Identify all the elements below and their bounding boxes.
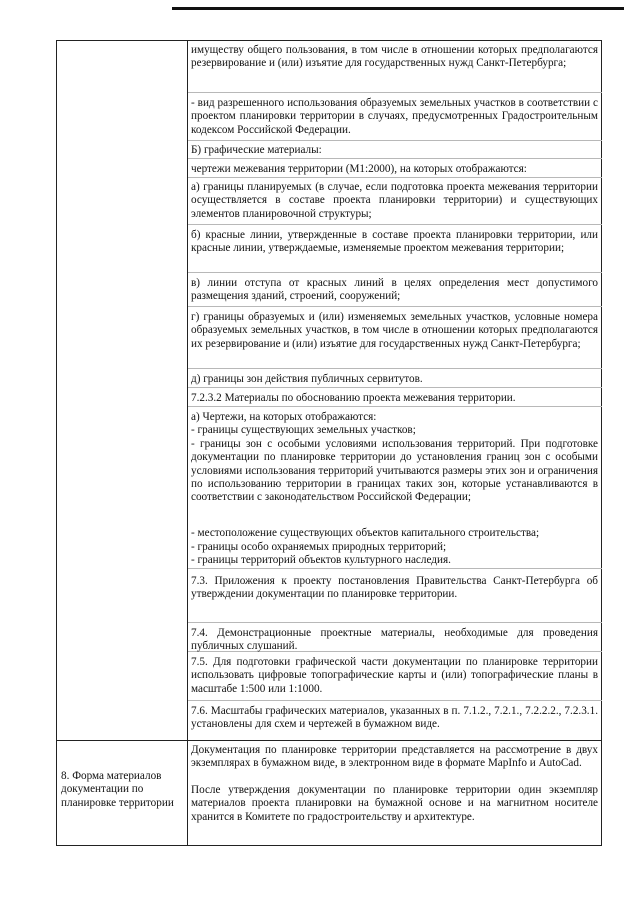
paragraph-submission: Документация по планировке территории представляется на рассмотрение в двух экземплярах в бумажном виде, в электронном виде в формате MapInfo и AutoCad. — [191, 744, 598, 770]
paragraph-graphic-materials-heading: Б) графические материалы: — [191, 144, 322, 156]
paragraph-separator — [188, 406, 602, 407]
paragraph-separator — [188, 272, 602, 273]
paragraph-separator — [188, 158, 602, 159]
paragraph-separator — [188, 387, 602, 388]
paragraph-7-5: 7.5. Для подготовки графической части документации по планировке территории использовать цифровые топографические карты и (или) топографические планы в масштабе 1:500 или 1:1000. — [191, 656, 598, 695]
paragraph-storage: После утверждения документации по планировке территории один экземпляр материалов проекта планировки на бумажной основе и на магнитном носителе хранится в Комитете по градостроительству и архитектуре. — [191, 784, 598, 823]
paragraph-property-use: имуществу общего пользования, в том числе в отношении которых предполагаются резервирование и (или) изъятие для государственных нужд Санкт-Петербурга; — [191, 44, 598, 70]
header-rule — [172, 7, 624, 10]
paragraph-cultural-heritage: - границы территорий объектов культурного наследия. — [191, 554, 451, 566]
row-divider — [56, 740, 602, 741]
paragraph-item-d: д) границы зон действия публичных сервитутов. — [191, 373, 423, 385]
paragraph-capital-objects: - местоположение существующих объектов капитального строительства; — [191, 527, 540, 539]
paragraph-item-v: в) линии отступа от красных линий в целях определения мест допустимого размещения зданий, строений, сооружений; — [191, 277, 598, 303]
paragraph-item-g: г) границы образуемых и (или) изменяемых земельных участков, условные номера образуемых земельных участков, в том числе в отношении которых предполагаются их резервирование и (или) изъятие для государственных нужд Санкт-Петербурга; — [191, 311, 598, 350]
paragraph-7-4: 7.4. Демонстрационные проектные материалы, необходимые для проведения публичных слушаний. — [191, 627, 598, 653]
paragraph-permitted-use: - вид разрешенного использования образуемых земельных участков в соответствии с проектом планировки территории в случаях, предусмотренных Градостроительным кодексом Российской Федерации. — [191, 97, 598, 136]
paragraph-item-b: б) красные линии, утвержденные в составе проекта планировки территории, или красные линии, утверждаемые, изменяемые проектом межевания территории; — [191, 229, 598, 255]
paragraph-special-zones: - границы зон с особыми условиями использования территорий. При подготовке документации по планировке территории до установления границ зон с особыми условиями использования территорий учитываются размеры этих зон и ограничения по использованию территории в границах таких зон, которые устанавливаются в соответствии с законодательством Российской Федерации; — [191, 438, 598, 504]
paragraph-separator — [188, 622, 602, 623]
paragraph-drawings-list-heading: а) Чертежи, на которых отображаются: — [191, 411, 377, 423]
paragraph-separator — [188, 368, 602, 369]
paragraph-7-2-3-2: 7.2.3.2 Материалы по обоснованию проекта межевания территории. — [191, 392, 516, 404]
paragraph-separator — [188, 140, 602, 141]
paragraph-7-6: 7.6. Масштабы графических материалов, указанных в п. 7.1.2., 7.2.1., 7.2.2.2., 7.2.3.1. установлены для схем и чертежей в бумажном виде. — [191, 705, 598, 731]
paragraph-drawings: чертежи межевания территории (М1:2000), на которых отображаются: — [191, 163, 527, 175]
paragraph-separator — [188, 568, 602, 569]
column-divider — [187, 40, 188, 846]
paragraph-separator — [188, 306, 602, 307]
section-8-label: 8. Форма материалов документации по планировке территории — [61, 770, 174, 809]
paragraph-separator — [188, 700, 602, 701]
paragraph-item-a: а) границы планируемых (в случае, если подготовка проекта межевания территории осуществляется в составе проекта планировки территории) и существующих элементов планировочной структуры; — [191, 181, 598, 220]
paragraph-separator — [188, 92, 602, 93]
paragraph-7-3: 7.3. Приложения к проекту постановления Правительства Санкт-Петербурга об утверждении документации по планировке территории. — [191, 575, 598, 601]
paragraph-protected-areas: - границы особо охраняемых природных территорий; — [191, 541, 447, 553]
paragraph-existing-plots: - границы существующих земельных участков; — [191, 424, 416, 436]
paragraph-separator — [188, 224, 602, 225]
paragraph-separator — [188, 177, 602, 178]
